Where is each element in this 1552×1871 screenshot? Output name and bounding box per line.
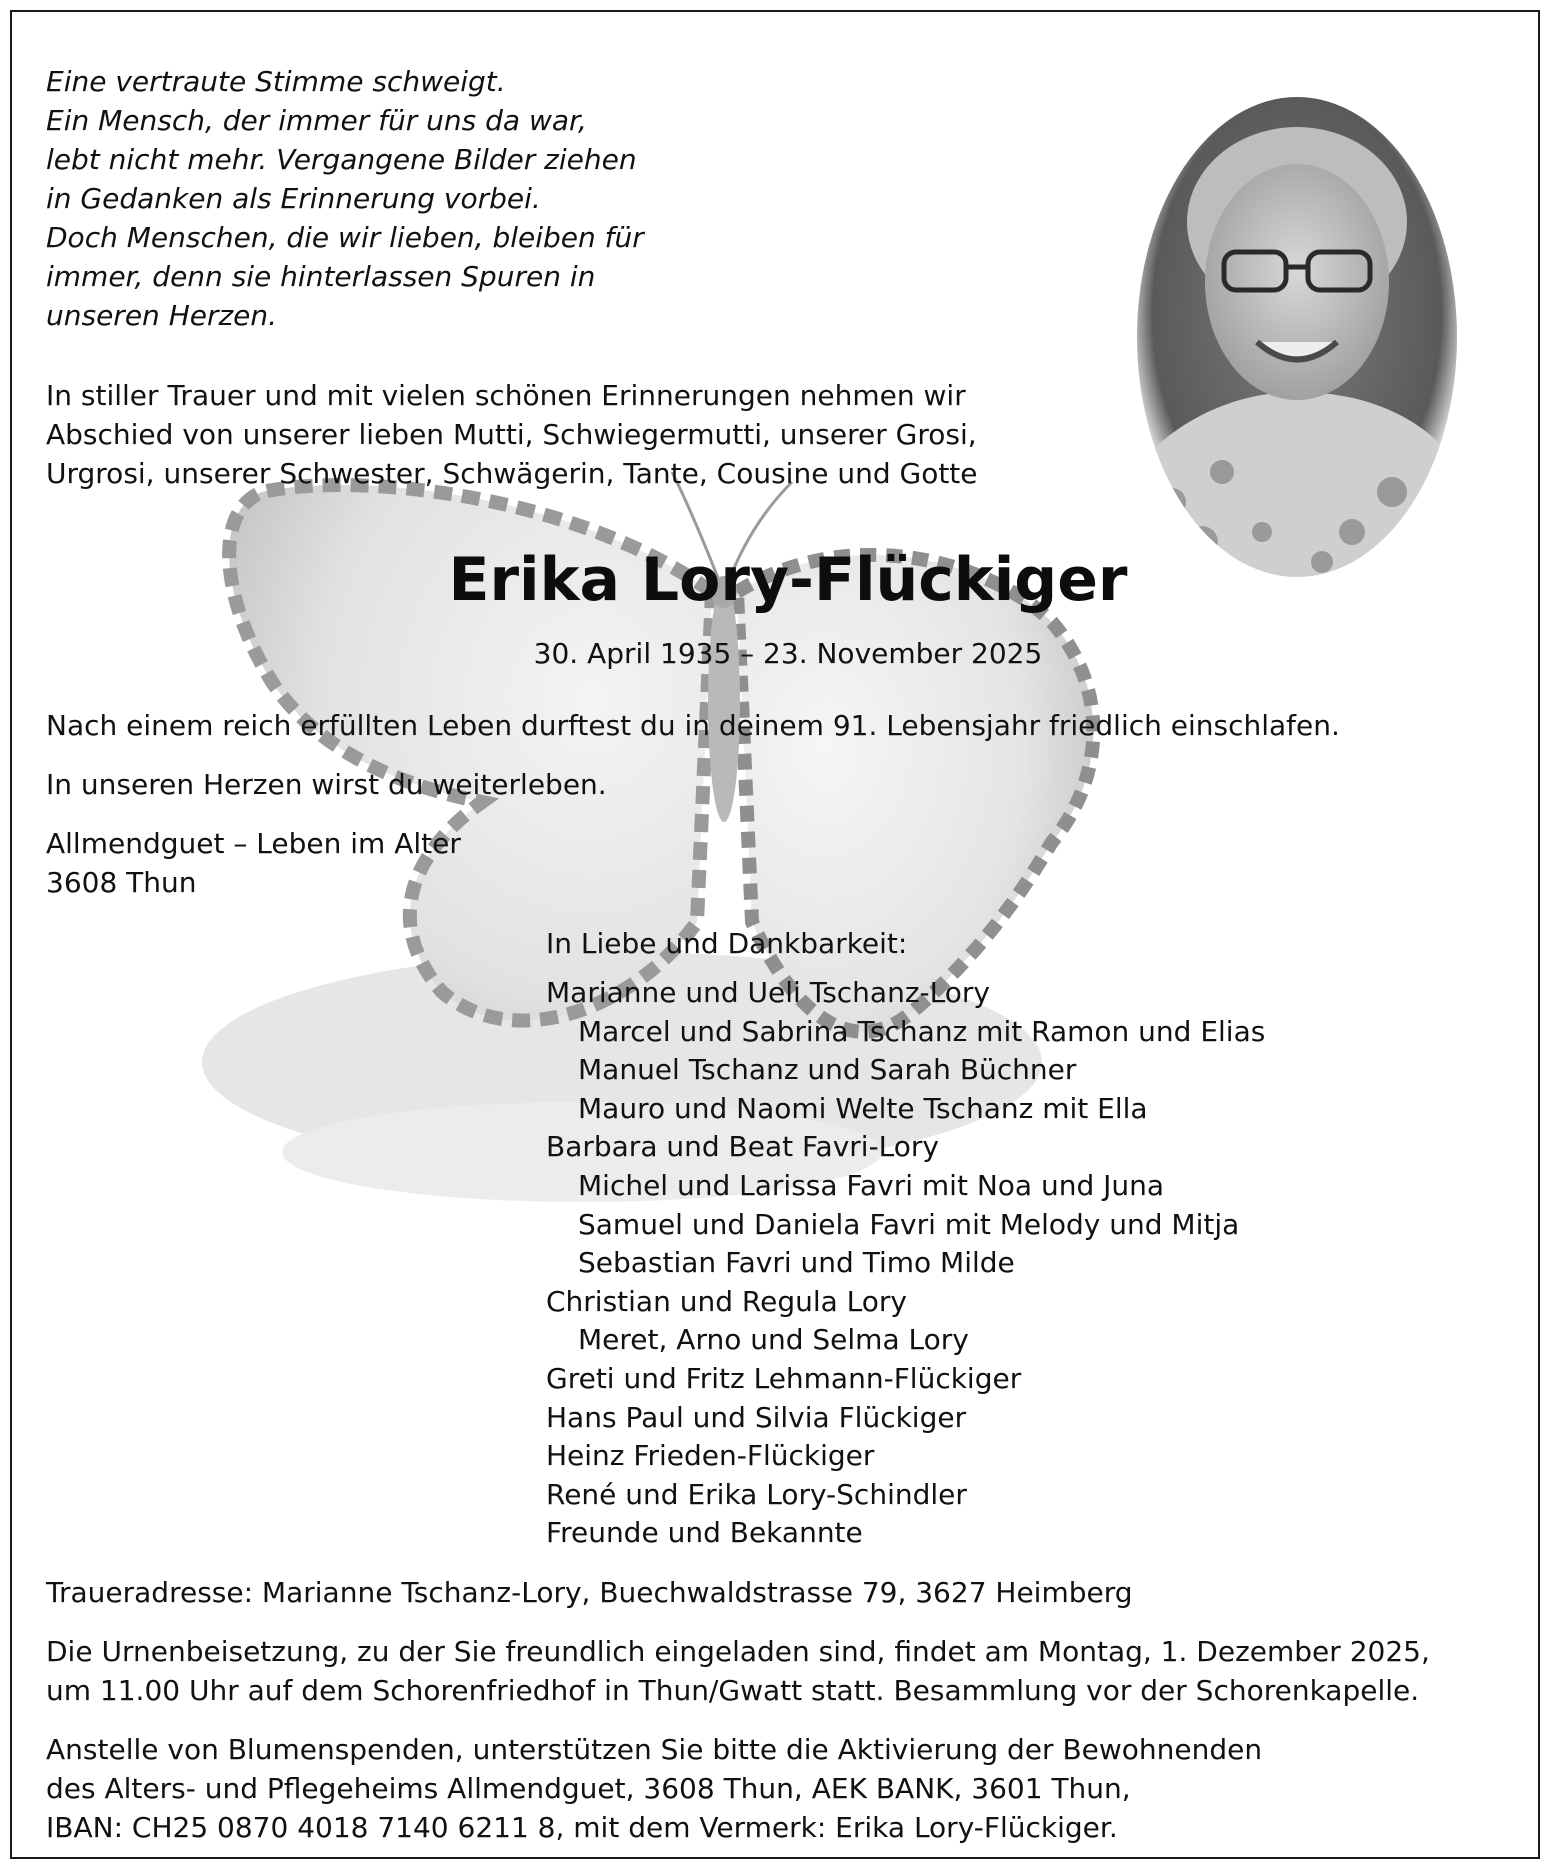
residence-line: 3608 Thun xyxy=(46,866,197,899)
family-member: Sebastian Favri und Timo Milde xyxy=(578,1246,1015,1280)
family-member: Christian und Regula Lory xyxy=(546,1284,908,1318)
residence xyxy=(46,824,461,902)
family-member: Marianne und Ueli Tschanz-Lory xyxy=(546,976,990,1009)
burial-line: um 11.00 Uhr auf dem Schorenfriedhof in Thun/Gwatt statt. Besammlung vor der Schorenkapelle. xyxy=(46,1674,1420,1707)
poem-line: lebt nicht mehr. Vergangene Bilder ziehen xyxy=(46,143,637,176)
family-member: Greti und Fritz Lehmann-Flückiger xyxy=(546,1361,1022,1395)
family-member: Barbara und Beat Favri-Lory xyxy=(546,1130,939,1164)
family-member: Hans Paul und Silvia Flückiger xyxy=(546,1400,967,1434)
family-list xyxy=(546,974,1265,1553)
memory-text: In unseren Herzen wirst du weiterleben. xyxy=(46,768,607,801)
donation-line: IBAN: CH25 0870 4018 7140 6211 8, mit dem Vermerk: Erika Lory-Flückiger. xyxy=(46,1811,1118,1844)
poem-line: Eine vertraute Stimme schweigt. xyxy=(46,65,506,98)
residence-line: Allmendguet – Leben im Alter xyxy=(46,827,461,860)
life-text: Nach einem reich erfüllten Leben durftest du in deinem 91. Lebensjahr friedlich einschlafen. xyxy=(46,709,1340,742)
intro-line: Abschied von unserer lieben Mutti, Schwiegermutti, unserer Grosi, xyxy=(46,418,977,451)
family-member: René und Erika Lory-Schindler xyxy=(546,1477,967,1511)
thanks-heading: In Liebe und Dankbarkeit: xyxy=(546,927,908,960)
family-member: Manuel Tschanz und Sarah Büchner xyxy=(578,1053,1077,1087)
intro-text xyxy=(46,376,978,493)
donation-info xyxy=(46,1730,1262,1847)
donation-line: Anstelle von Blumenspenden, unterstützen Sie bitte die Aktivierung der Bewohnenden xyxy=(46,1733,1263,1766)
intro-line: In stiller Trauer und mit vielen schönen Erinnerungen nehmen wir xyxy=(46,379,966,412)
poem-line: Doch Menschen, die wir lieben, bleiben für xyxy=(46,221,644,254)
deceased-name: Erika Lory-Flückiger xyxy=(448,545,1128,615)
poem-line: in Gedanken als Erinnerung vorbei. xyxy=(46,182,541,215)
portrait-photo xyxy=(1132,92,1462,582)
intro-line: Urgrosi, unserer Schwester, Schwägerin, Tante, Cousine und Gotte xyxy=(46,457,978,490)
poem-line: immer, denn sie hinterlassen Spuren in xyxy=(46,260,596,293)
poem-line: unseren Herzen. xyxy=(46,299,278,332)
life-dates: 30. April 1935 – 23. November 2025 xyxy=(533,637,1043,670)
burial-line: Die Urnenbeisetzung, zu der Sie freundlich eingeladen sind, findet am Montag, 1. Dezember 2025, xyxy=(46,1635,1430,1668)
family-member: Mauro und Naomi Welte Tschanz mit Ella xyxy=(578,1091,1148,1125)
mourning-address: Traueradresse: Marianne Tschanz-Lory, Buechwaldstrasse 79, 3627 Heimberg xyxy=(46,1576,1133,1609)
burial-info xyxy=(46,1632,1430,1710)
poem xyxy=(46,62,644,335)
family-member: Heinz Frieden-Flückiger xyxy=(546,1439,875,1473)
family-member: Michel und Larissa Favri mit Noa und Juna xyxy=(578,1168,1165,1202)
poem-line: Ein Mensch, der immer für uns da war, xyxy=(46,104,587,137)
family-member: Meret, Arno und Selma Lory xyxy=(578,1323,969,1357)
family-member: Marcel und Sabrina Tschanz mit Ramon und Elias xyxy=(578,1014,1266,1048)
family-member: Samuel und Daniela Favri mit Melody und Mitja xyxy=(578,1207,1240,1241)
obituary-notice xyxy=(10,10,1540,1859)
donation-line: des Alters- und Pflegeheims Allmendguet, 3608 Thun, AEK BANK, 3601 Thun, xyxy=(46,1772,1131,1805)
family-member: Freunde und Bekannte xyxy=(546,1516,863,1550)
